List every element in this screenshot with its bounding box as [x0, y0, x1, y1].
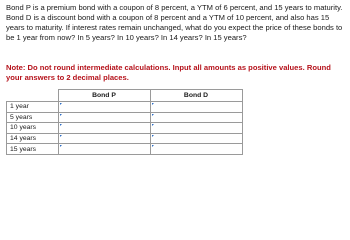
answer-cell-bond-d-10-years[interactable] — [150, 123, 242, 134]
row-label-1-year: 1 year — [7, 102, 59, 113]
bond-p-10-years-input[interactable] — [61, 123, 148, 133]
table-row — [7, 144, 243, 155]
bond-p-5-years-input[interactable] — [61, 113, 148, 123]
answer-cell-bond-d-5-years[interactable] — [150, 112, 242, 123]
table-row — [7, 123, 243, 134]
table-row — [7, 133, 243, 144]
answer-cell-bond-p-10-years[interactable] — [58, 123, 150, 134]
bond-p-15-years-input[interactable] — [61, 144, 148, 154]
column-header-bond-d: Bond D — [150, 90, 242, 102]
bond-d-1-year-input[interactable] — [153, 102, 240, 112]
bond-d-5-years-input[interactable] — [153, 113, 240, 123]
bond-p-14-years-input[interactable] — [61, 134, 148, 144]
bond-d-15-years-input[interactable] — [153, 144, 240, 154]
question-text: Bond P is a premium bond with a coupon of 8 percent, a YTM of 6 percent, and 15 years to maturity. Bond D is a discount bond with a coupon of 8 percent and a YTM of 10 percent, and also has 15 years to maturity. If interest rates remain unchanged, what do you expect the price of these bonds to be 1 year from now? In 5 years? In 10 years? In 14 years? In 15 years? — [6, 3, 343, 42]
row-label-10-years: 10 years — [7, 123, 59, 134]
row-label-5-years: 5 years — [7, 112, 59, 123]
answer-cell-bond-d-1-year[interactable] — [150, 102, 242, 113]
bond-d-14-years-input[interactable] — [153, 134, 240, 144]
row-label-15-years: 15 years — [7, 144, 59, 155]
answer-cell-bond-p-5-years[interactable] — [58, 112, 150, 123]
row-label-14-years: 14 years — [7, 133, 59, 144]
answer-cell-bond-d-15-years[interactable] — [150, 144, 242, 155]
column-header-bond-p: Bond P — [58, 90, 150, 102]
table-row — [7, 112, 243, 123]
bond-price-table — [6, 89, 243, 155]
answer-cell-bond-p-15-years[interactable] — [58, 144, 150, 155]
table-row — [7, 102, 243, 113]
instruction-note: Note: Do not round intermediate calculations. Input all amounts as positive values. Round your answers to 2 decimal places. — [6, 63, 331, 82]
answer-cell-bond-p-14-years[interactable] — [58, 133, 150, 144]
answer-cell-bond-p-1-year[interactable] — [58, 102, 150, 113]
bond-d-10-years-input[interactable] — [153, 123, 240, 133]
bond-p-1-year-input[interactable] — [61, 102, 148, 112]
answer-cell-bond-d-14-years[interactable] — [150, 133, 242, 144]
corner-cell — [7, 90, 59, 102]
table-header-row — [7, 90, 243, 102]
